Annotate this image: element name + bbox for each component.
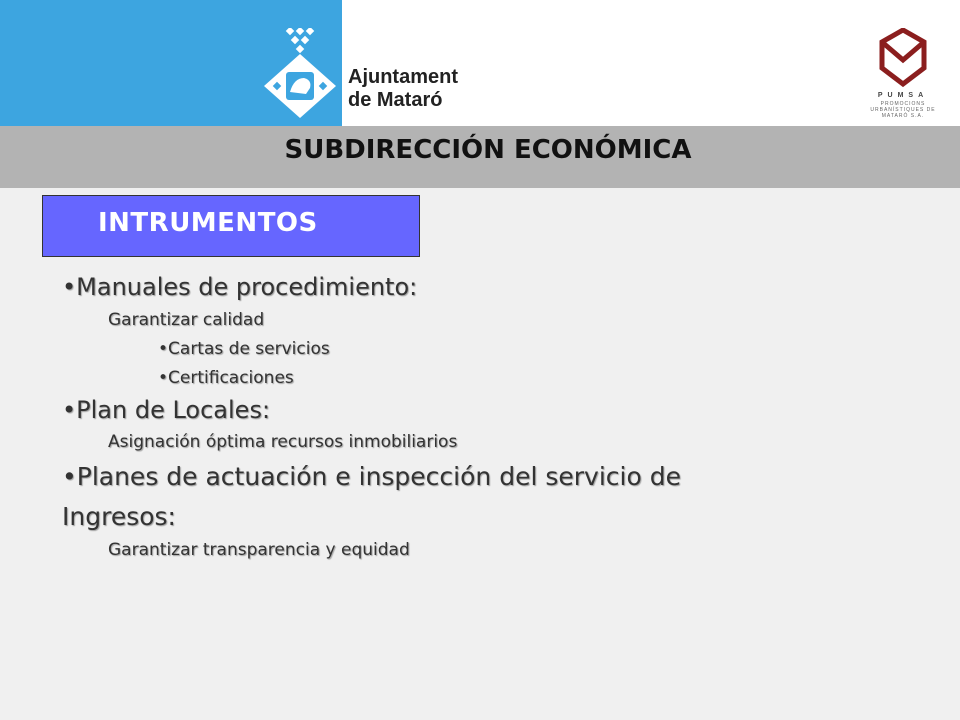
page-title: SUBDIRECCIÓN ECONÓMICA [284,135,692,165]
section-title: INTRUMENTOS [98,208,318,238]
bullet-plan-locales: •Plan de Locales: [62,396,271,424]
org-line1: Ajuntament [348,66,458,88]
item-certificaciones: •Certificaciones [158,368,294,388]
ajuntament-emblem-icon [262,28,338,120]
pumsa-tagline: PROMOCIONS URBANÍSTIQUES DE MATARÓ S.A. [870,101,936,119]
sub-transparencia: Garantizar transparencia y equidad [108,540,410,560]
pumsa-name: PUMSA [877,92,929,99]
sub-asignacion: Asignación óptima recursos inmobiliarios [108,432,458,452]
org-line2: de Mataró [348,89,443,111]
bullet-planes-line1: •Planes de actuación e inspección del servicio de [62,462,681,491]
bullet-planes-line2: Ingresos: [62,502,176,531]
ajuntament-wordmark [348,66,458,112]
sub-garantizar-calidad: Garantizar calidad [108,310,265,330]
bullet-manuales: •Manuales de procedimiento: [62,273,418,301]
pumsa-logo-icon [866,28,940,88]
item-cartas: •Cartas de servicios [158,339,330,359]
